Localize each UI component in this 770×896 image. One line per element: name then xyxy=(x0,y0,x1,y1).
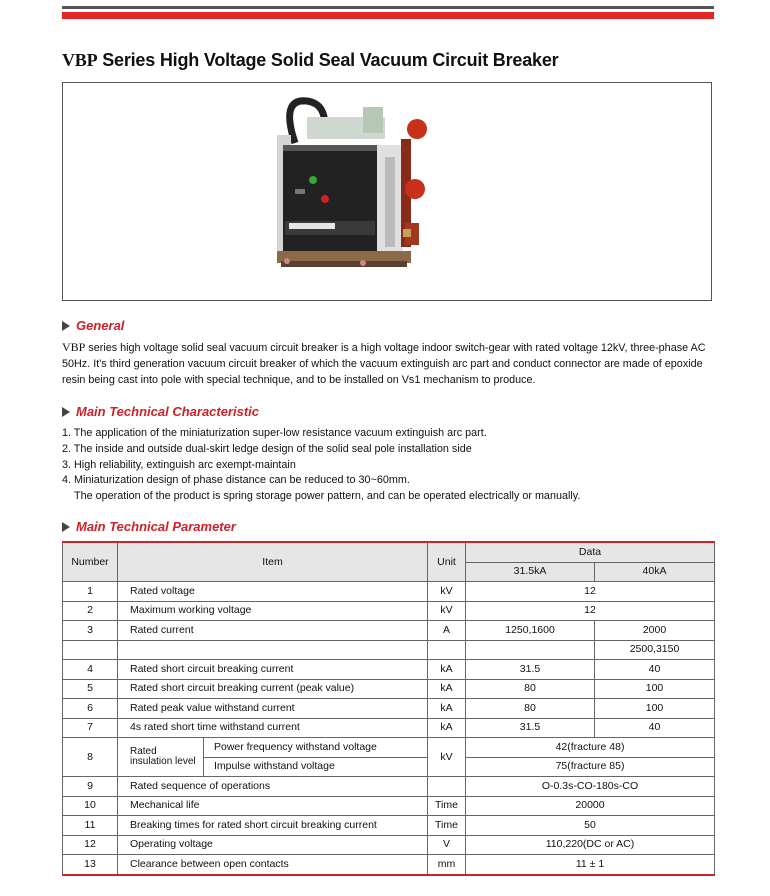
top-rule-gray xyxy=(62,6,714,9)
table-row: 5 Rated short circuit breaking current (peak value) kA 80 100 xyxy=(63,679,715,699)
triangle-bullet-icon xyxy=(62,407,70,417)
header-data: Data xyxy=(466,542,715,562)
section-general-heading: General xyxy=(62,318,124,333)
list-item: 4. Miniaturization design of phase distance can be reduced to 30~60mm. xyxy=(62,474,410,487)
table-row: 4 Rated short circuit breaking current kA 31.5 40 xyxy=(63,660,715,680)
table-row: 13 Clearance between open contacts mm 11 ± 1 xyxy=(63,855,715,875)
table-row: 2500,3150 xyxy=(63,640,715,660)
header-number: Number xyxy=(63,542,118,582)
top-rule-red xyxy=(62,12,714,19)
insulation-label: Rated insulation level xyxy=(118,738,204,777)
list-item: 2. The inside and outside dual-skirt ledge design of the solid seal pole installation side xyxy=(62,442,472,455)
header-item: Item xyxy=(118,542,428,582)
section-characteristic-heading: Main Technical Characteristic xyxy=(62,404,259,419)
table-row: 7 4s rated short time withstand current kA 31.5 40 xyxy=(63,718,715,738)
table-row: 11 Breaking times for rated short circuit breaking current Time 50 xyxy=(63,816,715,836)
table-row: Impulse withstand voltage 75(fracture 85) xyxy=(63,757,715,777)
table-row: 3 Rated current A 1250,1600 2000 xyxy=(63,621,715,641)
parameter-table xyxy=(62,541,715,876)
table-row: 8 Rated insulation level Power frequency withstand voltage kV 42(fracture 48) xyxy=(63,738,715,758)
title-text: Series High Voltage Solid Seal Vacuum Circuit Breaker xyxy=(97,50,559,70)
list-item: 1. The application of the miniaturization super-low resistance vacuum extinguish arc part. xyxy=(62,427,487,439)
general-paragraph: VBP series high voltage solid seal vacuum circuit breaker is a high voltage indoor switch-gear with rated voltage 12kV, three-phase AC 50Hz. It's third generation vacuum circuit breaker of which the vacuum extinguish arc part and conduct connector are made of epoxide resin being cast into pole with special technique, and to be installed on Vs1 mechanism to produce. xyxy=(62,340,706,386)
table-header-row xyxy=(63,542,715,562)
table-row: 1 Rated voltage kV 12 xyxy=(63,582,715,602)
page-title xyxy=(62,50,558,71)
table-row: 10 Mechanical life Time 20000 xyxy=(63,796,715,816)
section-parameter-heading: Main Technical Parameter xyxy=(62,519,236,534)
list-item: 3. High reliability, extinguish arc exempt-maintain xyxy=(62,458,296,471)
table-row: 2 Maximum working voltage kV 12 xyxy=(63,601,715,621)
table-row: 6 Rated peak value withstand current kA 80 100 xyxy=(63,699,715,719)
characteristic-list xyxy=(62,426,722,505)
title-prefix: VBP xyxy=(62,50,98,70)
product-photo-frame xyxy=(62,82,712,301)
table-row: 12 Operating voltage V 110,220(DC or AC) xyxy=(63,835,715,855)
list-item: The operation of the product is spring storage power pattern, and can be operated electrically or manually. xyxy=(74,490,581,503)
circuit-breaker-image xyxy=(63,83,711,300)
table-row: 9 Rated sequence of operations O-0.3s-CO-180s-CO xyxy=(63,777,715,797)
header-40ka: 40kA xyxy=(595,562,715,582)
header-31-5ka: 31.5kA xyxy=(466,562,595,582)
triangle-bullet-icon xyxy=(62,321,70,331)
triangle-bullet-icon xyxy=(62,522,70,532)
header-unit: Unit xyxy=(428,542,466,582)
